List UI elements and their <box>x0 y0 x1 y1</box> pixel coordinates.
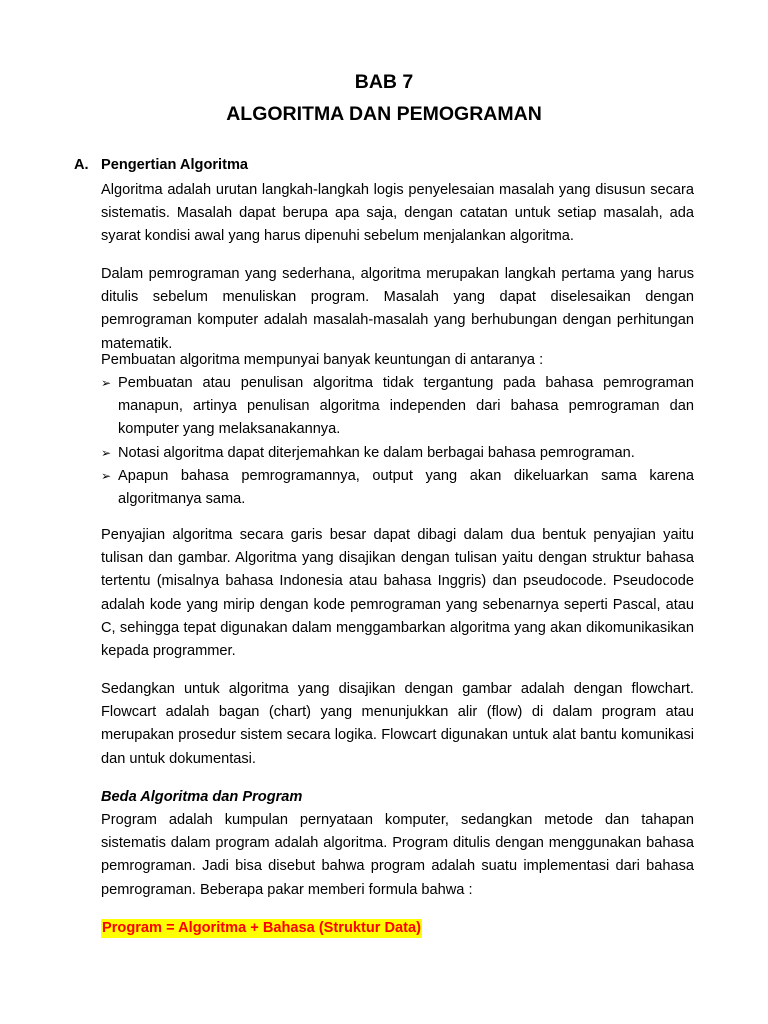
subheading: Beda Algoritma dan Program <box>101 789 303 805</box>
section-a-heading <box>74 154 694 176</box>
arrow-bullet-icon: ➢ <box>101 445 112 460</box>
list-item <box>101 442 694 465</box>
section-heading: Pengertian Algoritma <box>101 157 249 173</box>
chapter-label: BAB 7 <box>354 71 414 93</box>
section-letter: A. <box>74 157 89 173</box>
list-item-text: Notasi algoritma dapat diterjemahkan ke dalam berbagai bahasa pemrograman. <box>118 444 635 461</box>
paragraph-program-definition: Program adalah kumpulan pernyataan komputer, sedangkan metode dan tahapan sistematis dalam program adalah algoritma. Program ditulis dengan menggunakan bahasa pemrograman. Jadi bisa disebut bahwa program adalah suatu implementasi dari bahasa pemrograman. Beberapa pakar memberi formula bahwa : <box>101 812 694 898</box>
list-item-text: Pembuatan atau penulisan algoritma tidak tergantung pada bahasa pemrograman manapun, artinya penulisan algoritma independen dari bahasa pemrograman dan komputer yang melaksanakannya. <box>118 375 694 438</box>
chapter-title: ALGORITMA DAN PEMOGRAMAN <box>226 103 542 125</box>
arrow-bullet-icon: ➢ <box>101 376 112 390</box>
paragraph-programming: Dalam pemrograman yang sederhana, algoritma merupakan langkah pertama yang harus ditulis sebelum menuliskan program. Masalah yang dapat diselesaikan dengan pemrograman komputer adalah masalah-masalah yang berhubungan dengan perhitungan matematik. <box>101 266 694 352</box>
paragraph-advantages-intro: Pembuatan algoritma mempunyai banyak keuntungan di antaranya : <box>101 352 544 368</box>
advantages-list <box>101 372 694 511</box>
formula-block <box>101 919 422 938</box>
paragraph-flowchart: Sedangkan untuk algoritma yang disajikan dengan gambar adalah dengan flowchart. Flowcart adalah bagan (chart) yang menunjukkan alir (flow) di dalam program atau merupakan prosedur sistem secara logika. Flowcart digunakan untuk alat bantu komunikasi dan untuk dokumentasi. <box>101 681 694 767</box>
list-item <box>101 372 694 442</box>
formula-highlight: Program = Algoritma + Bahasa (Struktur Data) <box>102 920 421 936</box>
list-item-text: Apapun bahasa pemrogramannya, output yang akan dikeluarkan sama karena algoritmanya sama. <box>118 467 694 508</box>
arrow-bullet-icon: ➢ <box>101 468 112 483</box>
paragraph-presentation: Penyajian algoritma secara garis besar dapat dibagi dalam dua bentuk penyajian yaitu tulisan dan gambar. Algoritma yang disajikan dengan tulisan yaitu dengan struktur bahasa tertentu (misalnya bahasa Indonesia atau bahasa Inggris) dan pseudocode. Pseudocode adalah kode yang mirip dengan kode pemrograman yang sebenarnya seperti Pascal, atau C, sehingga tepat digunakan dalam menggambarkan algoritma yang akan dikomunikasikan kepada programmer. <box>101 527 694 660</box>
list-item <box>101 465 694 511</box>
paragraph-definition: Algoritma adalah urutan langkah-langkah logis penyelesaian masalah yang disusun secara sistematis. Masalah dapat berupa apa saja, dengan catatan untuk setiap masalah, ada syarat kondisi awal yang harus dipenuhi sebelum menjalankan algoritma. <box>101 182 694 245</box>
